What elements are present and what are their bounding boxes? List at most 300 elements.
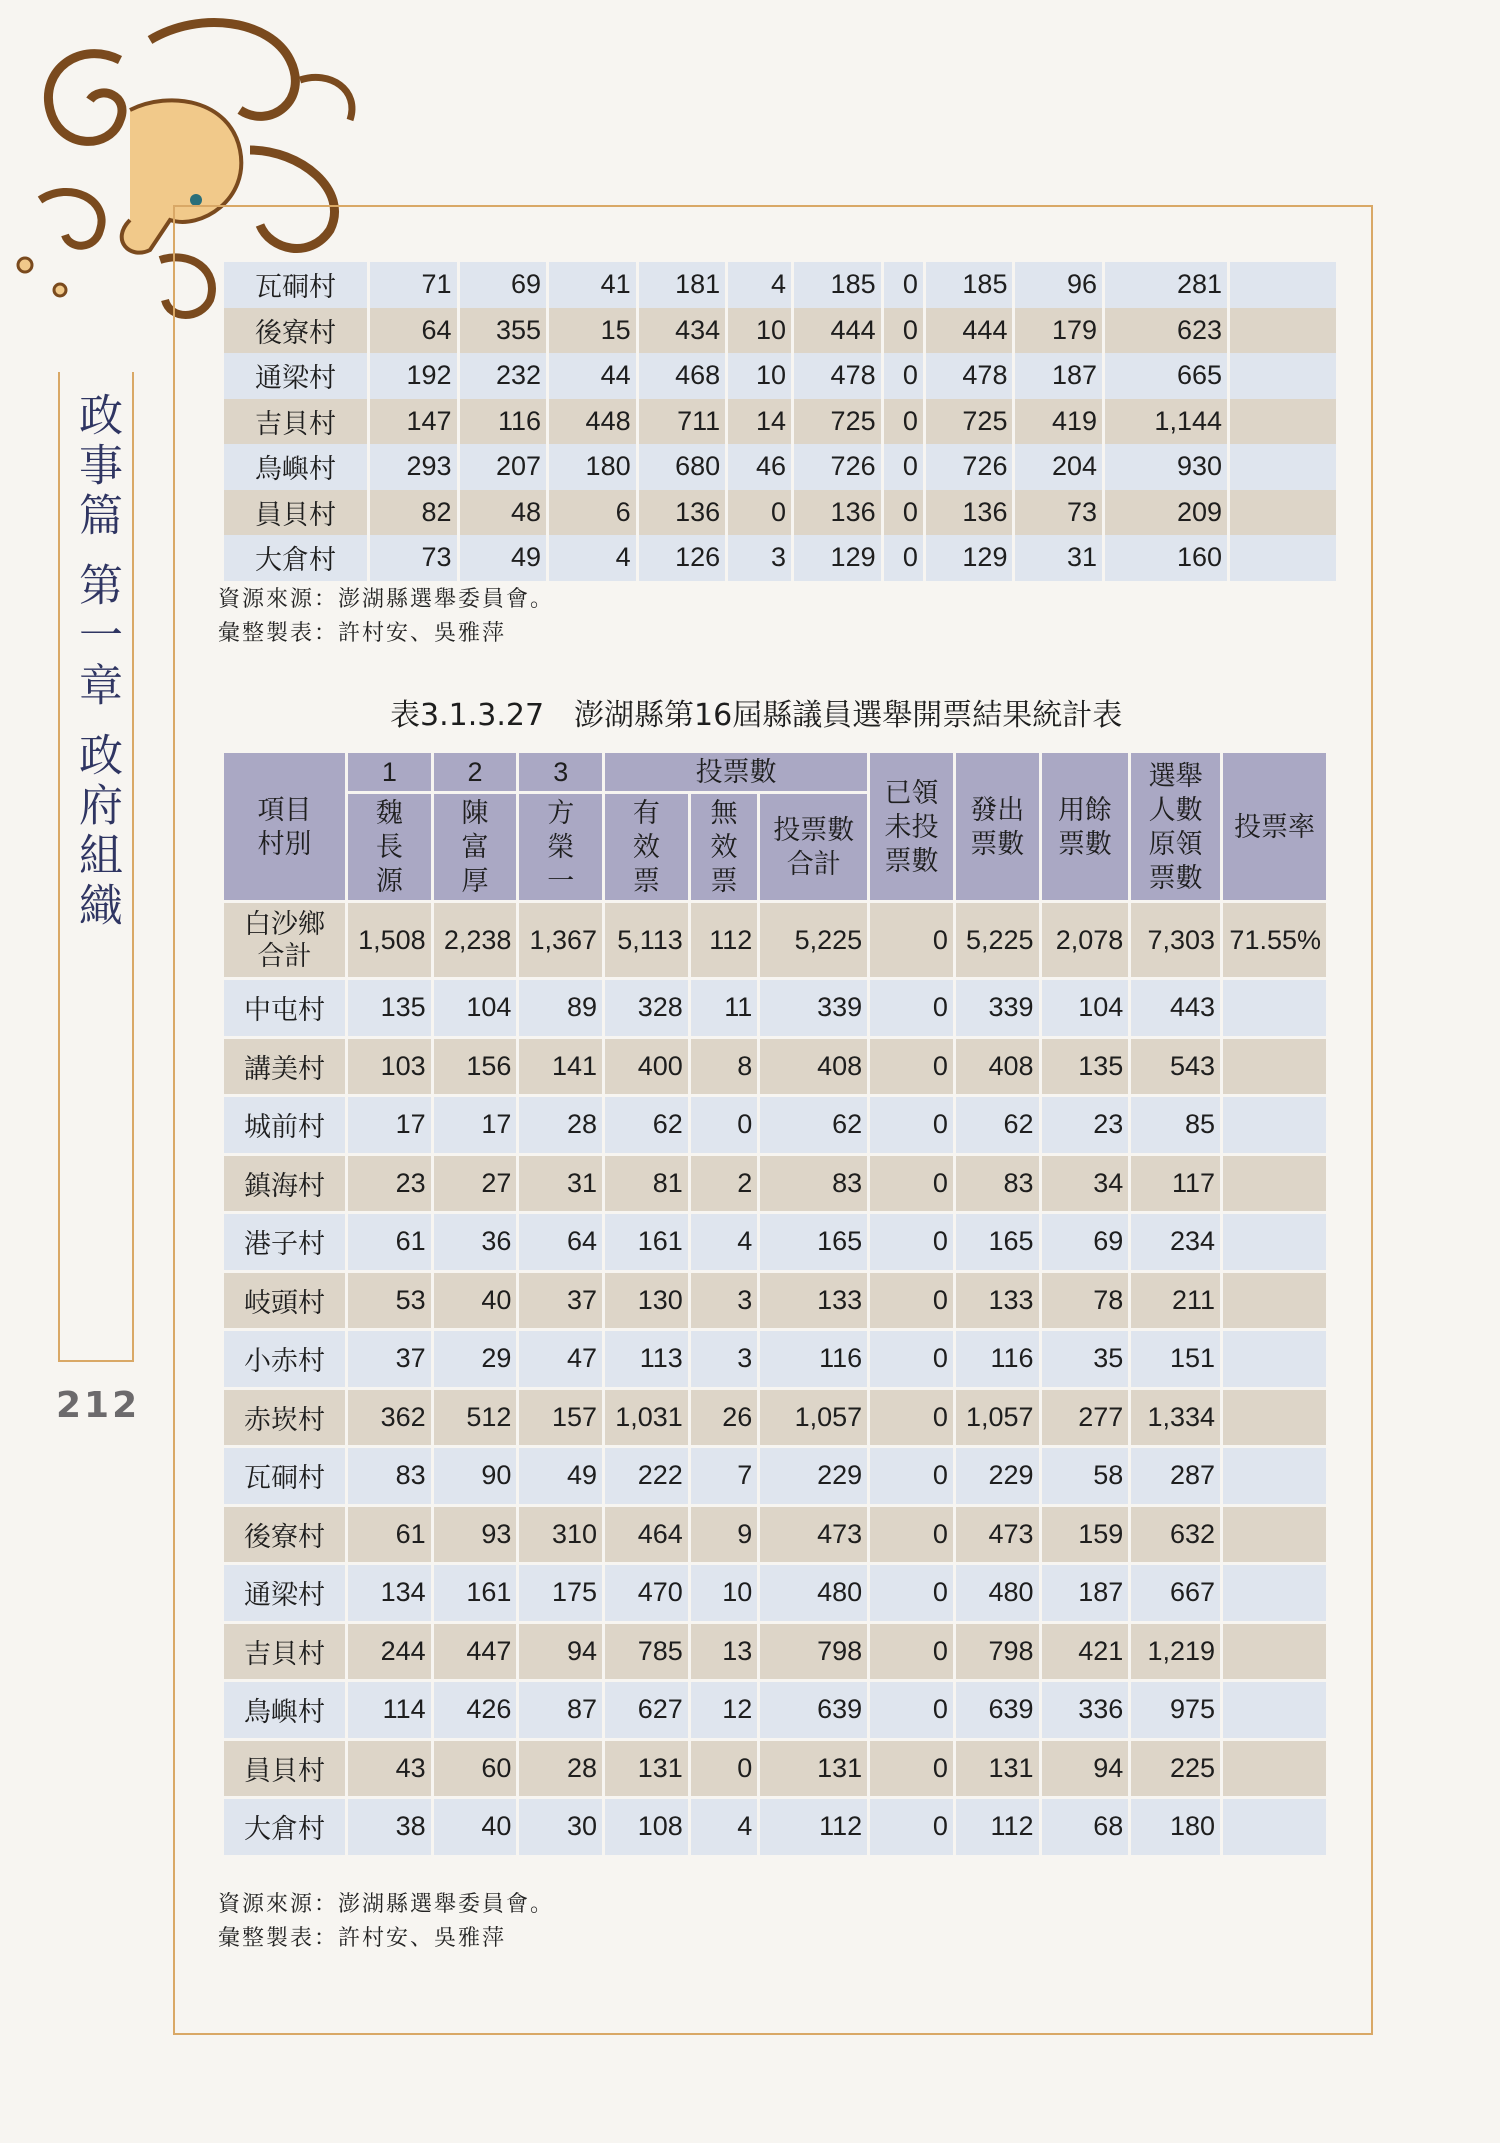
value-cell: 281 bbox=[1105, 262, 1227, 308]
value-cell: 116 bbox=[956, 1331, 1039, 1387]
header-cand1-name: 魏 長 源 bbox=[348, 794, 431, 900]
value-cell: 207 bbox=[460, 444, 547, 490]
value-cell: 185 bbox=[794, 262, 881, 308]
value-cell: 12 bbox=[691, 1682, 758, 1738]
value-cell: 473 bbox=[760, 1507, 867, 1563]
value-cell: 48 bbox=[460, 490, 547, 536]
value-cell: 131 bbox=[605, 1741, 688, 1797]
value-cell: 4 bbox=[691, 1799, 758, 1855]
value-cell: 27 bbox=[434, 1156, 517, 1212]
value-cell: 41 bbox=[549, 262, 636, 308]
value-cell: 1,219 bbox=[1131, 1624, 1220, 1680]
turnout-cell bbox=[1223, 1448, 1326, 1504]
value-cell: 90 bbox=[434, 1448, 517, 1504]
value-cell: 10 bbox=[691, 1565, 758, 1621]
value-cell: 7 bbox=[691, 1448, 758, 1504]
value-cell: 336 bbox=[1042, 1682, 1129, 1738]
turnout-cell bbox=[1230, 490, 1336, 536]
value-cell: 83 bbox=[956, 1156, 1039, 1212]
value-cell: 0 bbox=[870, 980, 953, 1036]
value-cell: 680 bbox=[639, 444, 726, 490]
value-cell: 113 bbox=[605, 1331, 688, 1387]
value-cell: 151 bbox=[1131, 1331, 1220, 1387]
value-cell: 0 bbox=[870, 1682, 953, 1738]
table-row bbox=[224, 1448, 1326, 1504]
turnout-cell bbox=[1223, 1273, 1326, 1329]
value-cell: 31 bbox=[519, 1156, 602, 1212]
value-cell: 480 bbox=[760, 1565, 867, 1621]
value-cell: 103 bbox=[348, 1039, 431, 1095]
value-cell: 129 bbox=[794, 535, 881, 581]
value-cell: 49 bbox=[519, 1448, 602, 1504]
value-cell: 36 bbox=[434, 1214, 517, 1270]
value-cell: 108 bbox=[605, 1799, 688, 1855]
turnout-cell bbox=[1223, 1741, 1326, 1797]
turnout-cell bbox=[1230, 535, 1336, 581]
value-cell: 222 bbox=[605, 1448, 688, 1504]
value-cell: 46 bbox=[728, 444, 791, 490]
value-cell: 447 bbox=[434, 1624, 517, 1680]
value-cell: 85 bbox=[1131, 1097, 1220, 1153]
value-cell: 667 bbox=[1131, 1565, 1220, 1621]
turnout-cell bbox=[1230, 399, 1336, 445]
value-cell: 211 bbox=[1131, 1273, 1220, 1329]
village-name-cell: 吉貝村 bbox=[224, 399, 367, 445]
table-row bbox=[224, 1507, 1326, 1563]
header-turnout: 投票率 bbox=[1223, 753, 1326, 900]
value-cell: 23 bbox=[348, 1156, 431, 1212]
table-row bbox=[224, 1624, 1326, 1680]
village-name-cell: 鎮海村 bbox=[224, 1156, 345, 1212]
value-cell: 1,367 bbox=[519, 903, 602, 977]
value-cell: 478 bbox=[926, 353, 1013, 399]
value-cell: 623 bbox=[1105, 308, 1227, 354]
value-cell: 1,508 bbox=[348, 903, 431, 977]
village-name-cell: 瓦硐村 bbox=[224, 262, 367, 308]
value-cell: 94 bbox=[519, 1624, 602, 1680]
total-row-name: 白沙鄉 合計 bbox=[224, 903, 345, 977]
value-cell: 165 bbox=[760, 1214, 867, 1270]
value-cell: 130 bbox=[605, 1273, 688, 1329]
turnout-cell bbox=[1223, 1682, 1326, 1738]
value-cell: 112 bbox=[956, 1799, 1039, 1855]
value-cell: 17 bbox=[434, 1097, 517, 1153]
village-name-cell: 員貝村 bbox=[224, 490, 367, 536]
table-row bbox=[224, 1682, 1326, 1738]
value-cell: 49 bbox=[460, 535, 547, 581]
value-cell: 14 bbox=[728, 399, 791, 445]
value-cell: 73 bbox=[1015, 490, 1102, 536]
value-cell: 181 bbox=[639, 262, 726, 308]
value-cell: 161 bbox=[434, 1565, 517, 1621]
value-cell: 180 bbox=[549, 444, 636, 490]
value-cell: 2,238 bbox=[434, 903, 517, 977]
turnout-cell bbox=[1223, 1214, 1326, 1270]
value-cell: 293 bbox=[370, 444, 457, 490]
compiler-line: 彙整製表：許村安、吳雅萍 bbox=[218, 1926, 507, 1951]
value-cell: 83 bbox=[760, 1156, 867, 1212]
value-cell: 13 bbox=[691, 1624, 758, 1680]
value-cell: 0 bbox=[870, 1507, 953, 1563]
value-cell: 192 bbox=[370, 353, 457, 399]
value-cell: 277 bbox=[1042, 1390, 1129, 1446]
turnout-cell bbox=[1223, 1331, 1326, 1387]
value-cell: 209 bbox=[1105, 490, 1227, 536]
table-row bbox=[224, 1214, 1326, 1270]
value-cell: 10 bbox=[728, 353, 791, 399]
value-cell: 0 bbox=[884, 353, 923, 399]
value-cell: 156 bbox=[434, 1039, 517, 1095]
table-row bbox=[224, 1156, 1326, 1212]
value-cell: 339 bbox=[760, 980, 867, 1036]
village-name-cell: 大倉村 bbox=[224, 535, 367, 581]
value-cell: 470 bbox=[605, 1565, 688, 1621]
value-cell: 287 bbox=[1131, 1448, 1220, 1504]
value-cell: 0 bbox=[870, 1448, 953, 1504]
header-invalid: 無 效 票 bbox=[691, 794, 758, 900]
table-row bbox=[224, 1390, 1326, 1446]
value-cell: 665 bbox=[1105, 353, 1227, 399]
value-cell: 15 bbox=[549, 308, 636, 354]
turnout-cell bbox=[1230, 262, 1336, 308]
value-cell: 10 bbox=[728, 308, 791, 354]
value-cell: 60 bbox=[434, 1741, 517, 1797]
value-cell: 468 bbox=[639, 353, 726, 399]
turnout-cell bbox=[1230, 308, 1336, 354]
value-cell: 23 bbox=[1042, 1097, 1129, 1153]
value-cell: 0 bbox=[870, 1741, 953, 1797]
table-row bbox=[224, 1799, 1326, 1855]
value-cell: 785 bbox=[605, 1624, 688, 1680]
header-cand3-name: 方 榮 一 bbox=[519, 794, 602, 900]
value-cell: 0 bbox=[870, 1624, 953, 1680]
header-item bbox=[224, 753, 345, 900]
value-cell: 135 bbox=[348, 980, 431, 1036]
value-cell: 112 bbox=[760, 1799, 867, 1855]
value-cell: 73 bbox=[370, 535, 457, 581]
value-cell: 131 bbox=[760, 1741, 867, 1797]
value-cell: 726 bbox=[926, 444, 1013, 490]
village-name-cell: 鳥嶼村 bbox=[224, 444, 367, 490]
header-issued: 發出 票數 bbox=[956, 753, 1039, 900]
value-cell: 7,303 bbox=[1131, 903, 1220, 977]
value-cell: 83 bbox=[348, 1448, 431, 1504]
value-cell: 141 bbox=[519, 1039, 602, 1095]
value-cell: 89 bbox=[519, 980, 602, 1036]
value-cell: 5,225 bbox=[760, 903, 867, 977]
turnout-cell bbox=[1223, 1624, 1326, 1680]
value-cell: 147 bbox=[370, 399, 457, 445]
compiler-line: 彙整製表：許村安、吳雅萍 bbox=[218, 621, 507, 646]
value-cell: 136 bbox=[639, 490, 726, 536]
value-cell: 1,057 bbox=[956, 1390, 1039, 1446]
value-cell: 408 bbox=[956, 1039, 1039, 1095]
table-title: 表3.1.3.27 澎湖縣第16屆縣議員選舉開票結果統計表 bbox=[390, 698, 1123, 733]
value-cell: 30 bbox=[519, 1799, 602, 1855]
value-cell: 4 bbox=[691, 1214, 758, 1270]
header-electorate: 選舉 人數 原領 票數 bbox=[1131, 753, 1220, 900]
table-row bbox=[224, 535, 1336, 581]
value-cell: 444 bbox=[794, 308, 881, 354]
value-cell: 711 bbox=[639, 399, 726, 445]
value-cell: 82 bbox=[370, 490, 457, 536]
value-cell: 175 bbox=[519, 1565, 602, 1621]
value-cell: 47 bbox=[519, 1331, 602, 1387]
value-cell: 64 bbox=[519, 1214, 602, 1270]
value-cell: 632 bbox=[1131, 1507, 1220, 1563]
value-cell: 136 bbox=[926, 490, 1013, 536]
value-cell: 0 bbox=[870, 1097, 953, 1153]
value-cell: 8 bbox=[691, 1039, 758, 1095]
value-cell: 0 bbox=[870, 1390, 953, 1446]
value-cell: 1,031 bbox=[605, 1390, 688, 1446]
value-cell: 725 bbox=[794, 399, 881, 445]
value-cell: 419 bbox=[1015, 399, 1102, 445]
turnout-cell bbox=[1223, 1156, 1326, 1212]
chapter-side-title bbox=[58, 372, 134, 1362]
value-cell: 112 bbox=[691, 903, 758, 977]
value-cell: 543 bbox=[1131, 1039, 1220, 1095]
table-row bbox=[224, 1097, 1326, 1153]
value-cell: 1,057 bbox=[760, 1390, 867, 1446]
value-cell: 229 bbox=[760, 1448, 867, 1504]
value-cell: 133 bbox=[956, 1273, 1039, 1329]
header-cand3-no: 3 bbox=[519, 753, 602, 791]
value-cell: 3 bbox=[691, 1331, 758, 1387]
value-cell: 478 bbox=[794, 353, 881, 399]
turnout-cell bbox=[1223, 1097, 1326, 1153]
value-cell: 355 bbox=[460, 308, 547, 354]
value-cell: 43 bbox=[348, 1741, 431, 1797]
value-cell: 225 bbox=[1131, 1741, 1220, 1797]
value-cell: 798 bbox=[956, 1624, 1039, 1680]
value-cell: 114 bbox=[348, 1682, 431, 1738]
value-cell: 0 bbox=[870, 1565, 953, 1621]
value-cell: 180 bbox=[1131, 1799, 1220, 1855]
village-name-cell: 城前村 bbox=[224, 1097, 345, 1153]
value-cell: 0 bbox=[728, 490, 791, 536]
village-name-cell: 赤崁村 bbox=[224, 1390, 345, 1446]
value-cell: 38 bbox=[348, 1799, 431, 1855]
value-cell: 1,144 bbox=[1105, 399, 1227, 445]
village-name-cell: 後寮村 bbox=[224, 1507, 345, 1563]
township-total-row bbox=[224, 903, 1326, 977]
turnout-cell bbox=[1223, 1390, 1326, 1446]
value-cell: 28 bbox=[519, 1741, 602, 1797]
village-name-cell: 港子村 bbox=[224, 1214, 345, 1270]
value-cell: 78 bbox=[1042, 1273, 1129, 1329]
value-cell: 0 bbox=[884, 308, 923, 354]
table-row bbox=[224, 308, 1336, 354]
village-name-cell: 吉貝村 bbox=[224, 1624, 345, 1680]
value-cell: 116 bbox=[760, 1331, 867, 1387]
turnout-cell: 71.55% bbox=[1223, 903, 1326, 977]
table-row bbox=[224, 444, 1336, 490]
table-row bbox=[224, 1273, 1326, 1329]
value-cell: 161 bbox=[605, 1214, 688, 1270]
table-row bbox=[224, 980, 1326, 1036]
value-cell: 135 bbox=[1042, 1039, 1129, 1095]
value-cell: 157 bbox=[519, 1390, 602, 1446]
value-cell: 160 bbox=[1105, 535, 1227, 581]
value-cell: 639 bbox=[760, 1682, 867, 1738]
value-cell: 129 bbox=[926, 535, 1013, 581]
header-cand2-no: 2 bbox=[434, 753, 517, 791]
source-line: 資源來源：澎湖縣選舉委員會。 bbox=[218, 587, 555, 612]
value-cell: 81 bbox=[605, 1156, 688, 1212]
election-results-table bbox=[221, 750, 1329, 1858]
value-cell: 0 bbox=[884, 490, 923, 536]
value-cell: 93 bbox=[434, 1507, 517, 1563]
value-cell: 328 bbox=[605, 980, 688, 1036]
value-cell: 94 bbox=[1042, 1741, 1129, 1797]
value-cell: 0 bbox=[884, 444, 923, 490]
value-cell: 0 bbox=[870, 1156, 953, 1212]
value-cell: 62 bbox=[760, 1097, 867, 1153]
value-cell: 17 bbox=[348, 1097, 431, 1153]
value-cell: 62 bbox=[605, 1097, 688, 1153]
value-cell: 11 bbox=[691, 980, 758, 1036]
value-cell: 0 bbox=[870, 1214, 953, 1270]
value-cell: 96 bbox=[1015, 262, 1102, 308]
value-cell: 421 bbox=[1042, 1624, 1129, 1680]
value-cell: 4 bbox=[549, 535, 636, 581]
value-cell: 3 bbox=[691, 1273, 758, 1329]
village-name-cell: 鳥嶼村 bbox=[224, 1682, 345, 1738]
turnout-cell bbox=[1223, 1565, 1326, 1621]
value-cell: 116 bbox=[460, 399, 547, 445]
value-cell: 3 bbox=[728, 535, 791, 581]
value-cell: 204 bbox=[1015, 444, 1102, 490]
value-cell: 232 bbox=[460, 353, 547, 399]
value-cell: 61 bbox=[348, 1214, 431, 1270]
value-cell: 975 bbox=[1131, 1682, 1220, 1738]
value-cell: 0 bbox=[870, 1039, 953, 1095]
value-cell: 44 bbox=[549, 353, 636, 399]
value-cell: 310 bbox=[519, 1507, 602, 1563]
value-cell: 639 bbox=[956, 1682, 1039, 1738]
value-cell: 0 bbox=[870, 903, 953, 977]
value-cell: 69 bbox=[460, 262, 547, 308]
value-cell: 0 bbox=[884, 262, 923, 308]
value-cell: 426 bbox=[434, 1682, 517, 1738]
value-cell: 26 bbox=[691, 1390, 758, 1446]
value-cell: 28 bbox=[519, 1097, 602, 1153]
table-row bbox=[224, 1331, 1326, 1387]
value-cell: 480 bbox=[956, 1565, 1039, 1621]
value-cell: 62 bbox=[956, 1097, 1039, 1153]
table-row bbox=[224, 1039, 1326, 1095]
turnout-cell bbox=[1223, 1039, 1326, 1095]
value-cell: 159 bbox=[1042, 1507, 1129, 1563]
value-cell: 464 bbox=[605, 1507, 688, 1563]
header-valid: 有 效 票 bbox=[605, 794, 688, 900]
header-cand2-name: 陳 富 厚 bbox=[434, 794, 517, 900]
value-cell: 104 bbox=[1042, 980, 1129, 1036]
value-cell: 930 bbox=[1105, 444, 1227, 490]
value-cell: 234 bbox=[1131, 1214, 1220, 1270]
value-cell: 117 bbox=[1131, 1156, 1220, 1212]
value-cell: 0 bbox=[870, 1273, 953, 1329]
value-cell: 5,113 bbox=[605, 903, 688, 977]
value-cell: 69 bbox=[1042, 1214, 1129, 1270]
value-cell: 9 bbox=[691, 1507, 758, 1563]
value-cell: 0 bbox=[870, 1331, 953, 1387]
chapter-title-text: 政事篇 第一章 政府組織 bbox=[71, 392, 122, 932]
village-name-cell: 後寮村 bbox=[224, 308, 367, 354]
value-cell: 185 bbox=[926, 262, 1013, 308]
value-cell: 187 bbox=[1015, 353, 1102, 399]
village-name-cell: 中屯村 bbox=[224, 980, 345, 1036]
value-cell: 627 bbox=[605, 1682, 688, 1738]
value-cell: 0 bbox=[884, 399, 923, 445]
value-cell: 58 bbox=[1042, 1448, 1129, 1504]
turnout-cell bbox=[1230, 353, 1336, 399]
turnout-cell bbox=[1223, 980, 1326, 1036]
turnout-cell bbox=[1230, 444, 1336, 490]
value-cell: 434 bbox=[639, 308, 726, 354]
value-cell: 512 bbox=[434, 1390, 517, 1446]
table-row bbox=[224, 490, 1336, 536]
value-cell: 229 bbox=[956, 1448, 1039, 1504]
header-total: 投票數 合計 bbox=[760, 794, 867, 900]
continued-table bbox=[221, 262, 1339, 581]
value-cell: 133 bbox=[760, 1273, 867, 1329]
value-cell: 165 bbox=[956, 1214, 1039, 1270]
value-cell: 61 bbox=[348, 1507, 431, 1563]
village-name-cell: 岐頭村 bbox=[224, 1273, 345, 1329]
table-row bbox=[224, 262, 1336, 308]
value-cell: 0 bbox=[884, 535, 923, 581]
village-name-cell: 瓦硐村 bbox=[224, 1448, 345, 1504]
header-item-line1: 項目 bbox=[257, 794, 312, 825]
value-cell: 0 bbox=[691, 1097, 758, 1153]
value-cell: 131 bbox=[956, 1741, 1039, 1797]
turnout-cell bbox=[1223, 1507, 1326, 1563]
table-row bbox=[224, 353, 1336, 399]
value-cell: 136 bbox=[794, 490, 881, 536]
value-cell: 37 bbox=[519, 1273, 602, 1329]
value-cell: 726 bbox=[794, 444, 881, 490]
value-cell: 40 bbox=[434, 1799, 517, 1855]
header-vote-group: 投票數 bbox=[605, 753, 867, 791]
value-cell: 126 bbox=[639, 535, 726, 581]
value-cell: 31 bbox=[1015, 535, 1102, 581]
value-cell: 134 bbox=[348, 1565, 431, 1621]
value-cell: 362 bbox=[348, 1390, 431, 1446]
village-name-cell: 小赤村 bbox=[224, 1331, 345, 1387]
value-cell: 35 bbox=[1042, 1331, 1129, 1387]
table-row bbox=[224, 1565, 1326, 1621]
page-number: 212 bbox=[56, 1385, 141, 1426]
value-cell: 4 bbox=[728, 262, 791, 308]
value-cell: 725 bbox=[926, 399, 1013, 445]
village-name-cell: 大倉村 bbox=[224, 1799, 345, 1855]
value-cell: 40 bbox=[434, 1273, 517, 1329]
header-remaining: 用餘 票數 bbox=[1042, 753, 1129, 900]
value-cell: 473 bbox=[956, 1507, 1039, 1563]
value-cell: 2 bbox=[691, 1156, 758, 1212]
value-cell: 187 bbox=[1042, 1565, 1129, 1621]
value-cell: 1,334 bbox=[1131, 1390, 1220, 1446]
value-cell: 339 bbox=[956, 980, 1039, 1036]
value-cell: 0 bbox=[691, 1741, 758, 1797]
turnout-cell bbox=[1223, 1799, 1326, 1855]
value-cell: 0 bbox=[870, 1799, 953, 1855]
value-cell: 179 bbox=[1015, 308, 1102, 354]
value-cell: 443 bbox=[1131, 980, 1220, 1036]
value-cell: 71 bbox=[370, 262, 457, 308]
